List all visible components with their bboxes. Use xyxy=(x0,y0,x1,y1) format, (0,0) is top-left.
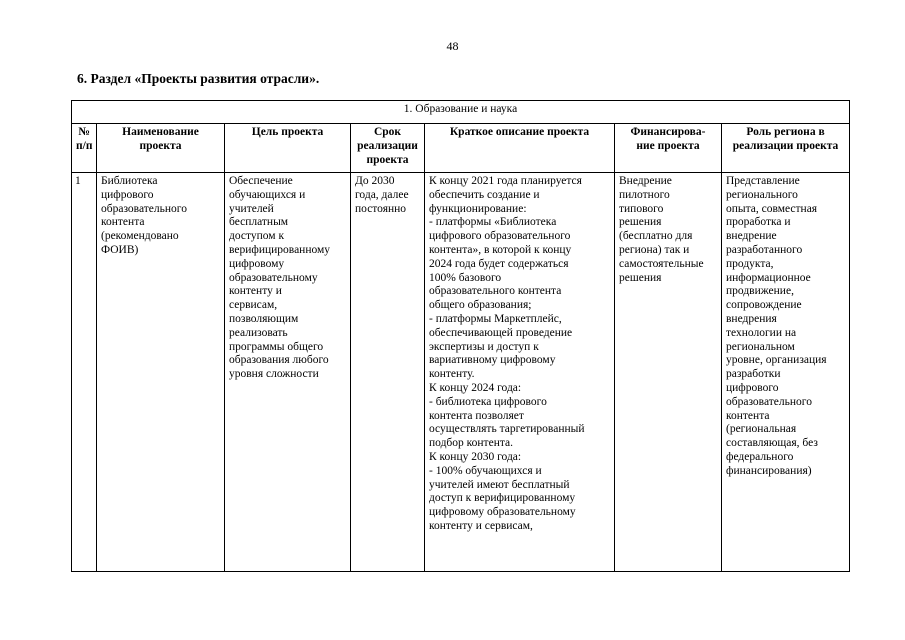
cell-term xyxy=(351,173,425,572)
text-line: экспертизы и доступ к xyxy=(429,340,539,353)
text-line: п/п xyxy=(76,139,93,152)
text-line: продукта, xyxy=(726,257,774,270)
header-name xyxy=(97,124,225,173)
text-line: самостоятельные xyxy=(619,257,704,270)
text-line: проекта xyxy=(139,139,182,152)
text-line: составляющая, без xyxy=(726,437,818,450)
text-line: обеспечивающей проведение xyxy=(429,326,573,339)
text-line: Библиотека xyxy=(101,175,158,187)
text-line: региональном xyxy=(726,340,795,353)
text-line: Обеспечение xyxy=(229,175,293,187)
text-line: внедрение xyxy=(726,230,777,243)
text-line: образовательного xyxy=(101,202,187,215)
text-line: - платформы Маркетплейс, xyxy=(429,312,562,325)
text-line: цифровому образовательному xyxy=(429,506,576,519)
text-line: решения xyxy=(619,216,662,229)
text-line: уровне, организация xyxy=(726,354,827,367)
text-line: функционирование: xyxy=(429,202,527,215)
cell-financing xyxy=(615,173,722,572)
text-line: № xyxy=(78,126,90,138)
text-line: реализации проекта xyxy=(732,139,839,152)
text-line: учителей имеют бесплатный xyxy=(429,478,570,491)
text-line: образования любого xyxy=(229,354,329,367)
cell-name xyxy=(97,173,225,572)
text-line: контенту. xyxy=(429,368,475,381)
text-line: учителей xyxy=(229,202,274,215)
cell-description xyxy=(425,173,615,572)
text-line: цифрового xyxy=(101,188,154,201)
text-line: Финансирова- xyxy=(630,126,706,138)
text-line: К концу 2024 года: xyxy=(429,381,522,394)
text-line: Срок xyxy=(373,126,402,138)
text-line: разработанного xyxy=(726,243,803,256)
text-line: (бесплатно для xyxy=(619,230,693,243)
text-line: финансирования) xyxy=(726,464,812,477)
text-line: доступ к верифицированному xyxy=(429,492,576,505)
text-line: контента xyxy=(726,409,770,422)
projects-table xyxy=(71,100,850,572)
text-line: Представление xyxy=(726,175,800,187)
text-line: контенту и xyxy=(229,285,282,298)
text-line: региона) так и xyxy=(619,243,690,256)
text-line: программы общего xyxy=(229,340,324,353)
text-line: разработки xyxy=(726,368,781,381)
cell-goal xyxy=(225,173,351,572)
text-line: продвижение, xyxy=(726,285,794,298)
cell-num: 1 xyxy=(72,173,97,572)
text-line: Внедрение xyxy=(619,175,672,187)
text-line: проработка и xyxy=(726,216,791,229)
category-row xyxy=(72,101,850,124)
text-line: реализации xyxy=(357,139,418,152)
table-row xyxy=(72,173,850,572)
text-line: контенту и сервисам, xyxy=(429,519,533,532)
text-line: сервисам, xyxy=(229,299,278,312)
text-line: регионального xyxy=(726,188,798,201)
section-title: 6. Раздел «Проекты развития отрасли». xyxy=(77,71,320,86)
header-num xyxy=(72,124,97,173)
text-line: - 100% обучающихся и xyxy=(429,464,542,477)
text-line: 100% базового xyxy=(429,271,502,284)
text-line: цифровому xyxy=(229,257,285,270)
text-line: (рекомендовано xyxy=(101,230,179,243)
header-row xyxy=(72,124,850,173)
text-line: контента позволяет xyxy=(429,409,524,422)
text-line: верифицированному xyxy=(229,243,331,256)
cell-region-role xyxy=(722,173,850,572)
text-line: сопровождение xyxy=(726,299,802,312)
header-description xyxy=(425,124,615,173)
text-line: ФОИВ) xyxy=(101,243,139,256)
text-line: цифрового xyxy=(726,381,779,394)
text-line: До 2030 xyxy=(355,175,395,187)
text-line: цифрового образовательного xyxy=(429,230,571,243)
text-line: контента xyxy=(101,216,145,229)
header-goal xyxy=(225,124,351,173)
text-line: ние проекта xyxy=(636,139,700,152)
text-line: - библиотека цифрового xyxy=(429,395,547,408)
text-line: опыта, совместная xyxy=(726,202,818,215)
text-line: Роль региона в xyxy=(746,126,825,138)
text-line: уровня сложности xyxy=(229,368,319,381)
text-line: обеспечить создание и xyxy=(429,188,540,201)
category-label: 1. Образование и наука xyxy=(72,101,850,124)
text-line: контента», в которой к концу xyxy=(429,243,572,256)
text-line: типового xyxy=(619,202,664,215)
text-line: обучающихся и xyxy=(229,188,306,201)
text-line: образовательному xyxy=(229,271,318,284)
text-line: К концу 2021 года планируется xyxy=(429,175,582,187)
text-line: 2024 года будет содержаться xyxy=(429,257,569,270)
text-line: позволяющим xyxy=(229,312,299,325)
header-term xyxy=(351,124,425,173)
text-line: - платформы «Библиотека xyxy=(429,216,557,229)
text-line: вариативному цифровому xyxy=(429,354,556,367)
text-line: года, далее xyxy=(355,188,409,201)
text-line: образовательного контента xyxy=(429,285,562,298)
text-line: доступом к xyxy=(229,230,285,243)
text-line: Цель проекта xyxy=(251,126,324,138)
text-line: технологии на xyxy=(726,326,797,339)
text-line: осуществлять таргетированный xyxy=(429,423,585,436)
text-line: информационное xyxy=(726,271,811,284)
text-line: Наименование xyxy=(122,126,199,138)
text-line: общего образования; xyxy=(429,299,532,312)
text-line: федерального xyxy=(726,450,794,463)
text-line: реализовать xyxy=(229,326,288,339)
header-region-role xyxy=(722,124,850,173)
text-line: образовательного xyxy=(726,395,812,408)
header-financing xyxy=(615,124,722,173)
text-line: проекта xyxy=(366,153,409,166)
text-line: подбор контента. xyxy=(429,437,513,450)
text-line: пилотного xyxy=(619,188,670,201)
page-number: 48 xyxy=(446,39,459,53)
text-line: Краткое описание проекта xyxy=(449,126,590,138)
text-line: бесплатным xyxy=(229,216,289,229)
text-line: (региональная xyxy=(726,423,797,436)
text-line: решения xyxy=(619,271,662,284)
text-line: постоянно xyxy=(355,202,407,215)
text-line: К концу 2030 года: xyxy=(429,450,522,463)
text-line: внедрения xyxy=(726,312,777,325)
